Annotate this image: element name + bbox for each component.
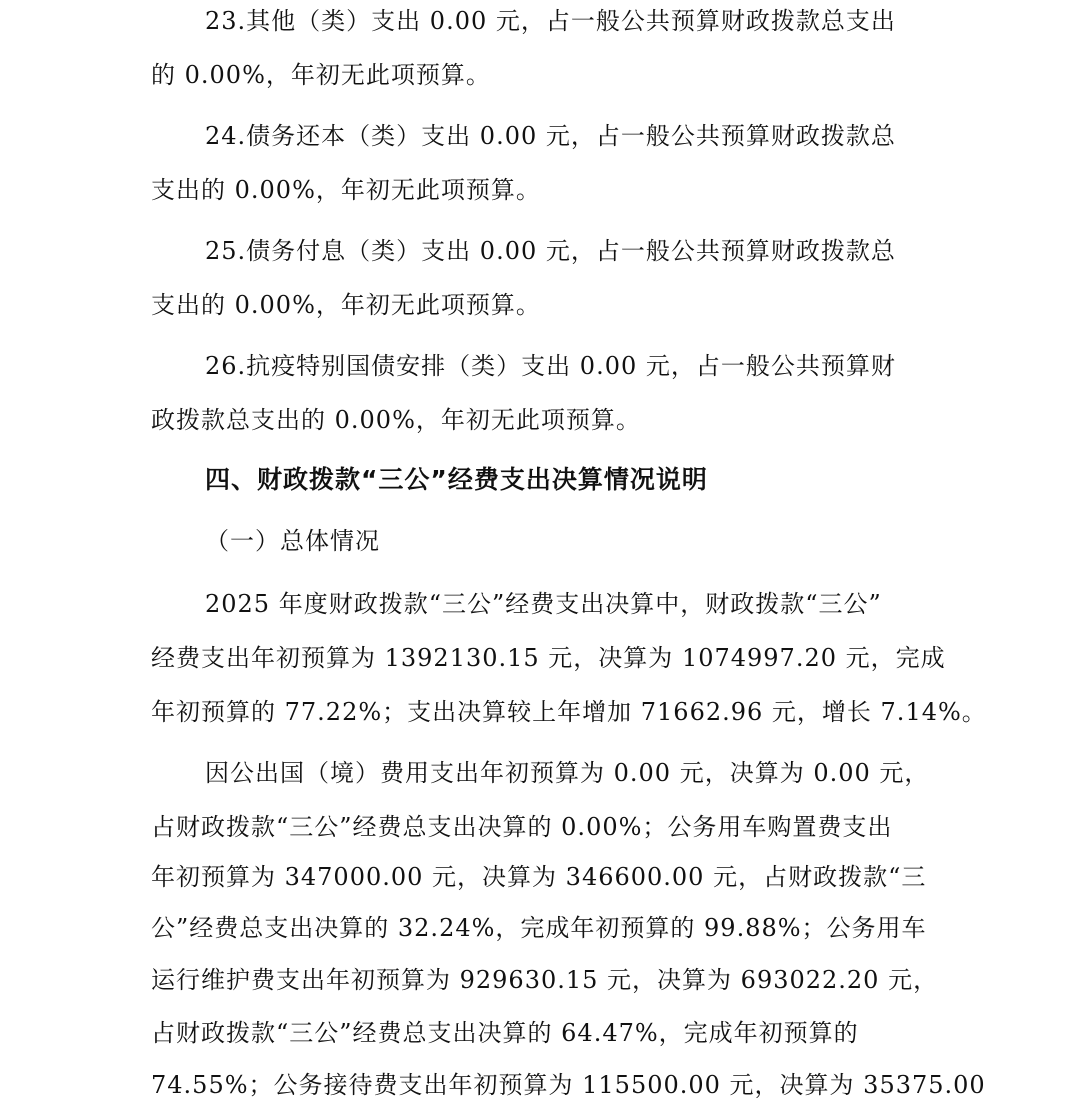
item-23-line-2: 的 0.00%，年初无此项预算。 [151,61,491,89]
item-25-line-2: 支出的 0.00%，年初无此项预算。 [151,291,541,319]
detail-line-6: 占财政拨款“三公”经费总支出决算的 64.47%，完成年初预算的 [151,1019,859,1047]
detail-line-4: 公”经费总支出决算的 32.24%，完成年初预算的 99.88%；公务用车 [151,914,927,942]
detail-line-3: 年初预算为 347000.00 元，决算为 346600.00 元，占财政拨款“三 [151,863,927,891]
item-26-line-1: 26.抗疫特别国债安排（类）支出 0.00 元，占一般公共预算财 [205,352,896,380]
item-26-line-2: 政拨款总支出的 0.00%，年初无此项预算。 [151,406,641,434]
detail-line-2: 占财政拨款“三公”经费总支出决算的 0.00%；公务用车购置费支出 [151,813,893,841]
item-23-line-1: 23.其他（类）支出 0.00 元，占一般公共预算财政拨款总支出 [205,7,896,35]
item-25-line-1: 25.债务付息（类）支出 0.00 元，占一般公共预算财政拨款总 [205,237,896,265]
detail-line-1: 因公出国（境）费用支出年初预算为 0.00 元，决算为 0.00 元， [205,759,930,787]
detail-line-5: 运行维护费支出年初预算为 929630.15 元，决算为 693022.20 元， [151,966,939,994]
summary-line-1: 2025 年度财政拨款“三公”经费支出决算中，财政拨款“三公” [205,590,882,618]
section-heading: 四、财政拨款“三公”经费支出决算情况说明 [205,465,708,494]
detail-line-7: 74.55%；公务接待费支出年初预算为 115500.00 元，决算为 35375.00 [151,1071,986,1099]
summary-line-3: 年初预算的 77.22%；支出决算较上年增加 71662.96 元，增长 7.14%。 [151,698,987,726]
sub-heading: （一）总体情况 [205,527,380,555]
item-24-line-2: 支出的 0.00%，年初无此项预算。 [151,176,541,204]
summary-line-2: 经费支出年初预算为 1392130.15 元，决算为 1074997.20 元，完成 [151,644,946,672]
item-24-line-1: 24.债务还本（类）支出 0.00 元，占一般公共预算财政拨款总 [205,122,896,150]
